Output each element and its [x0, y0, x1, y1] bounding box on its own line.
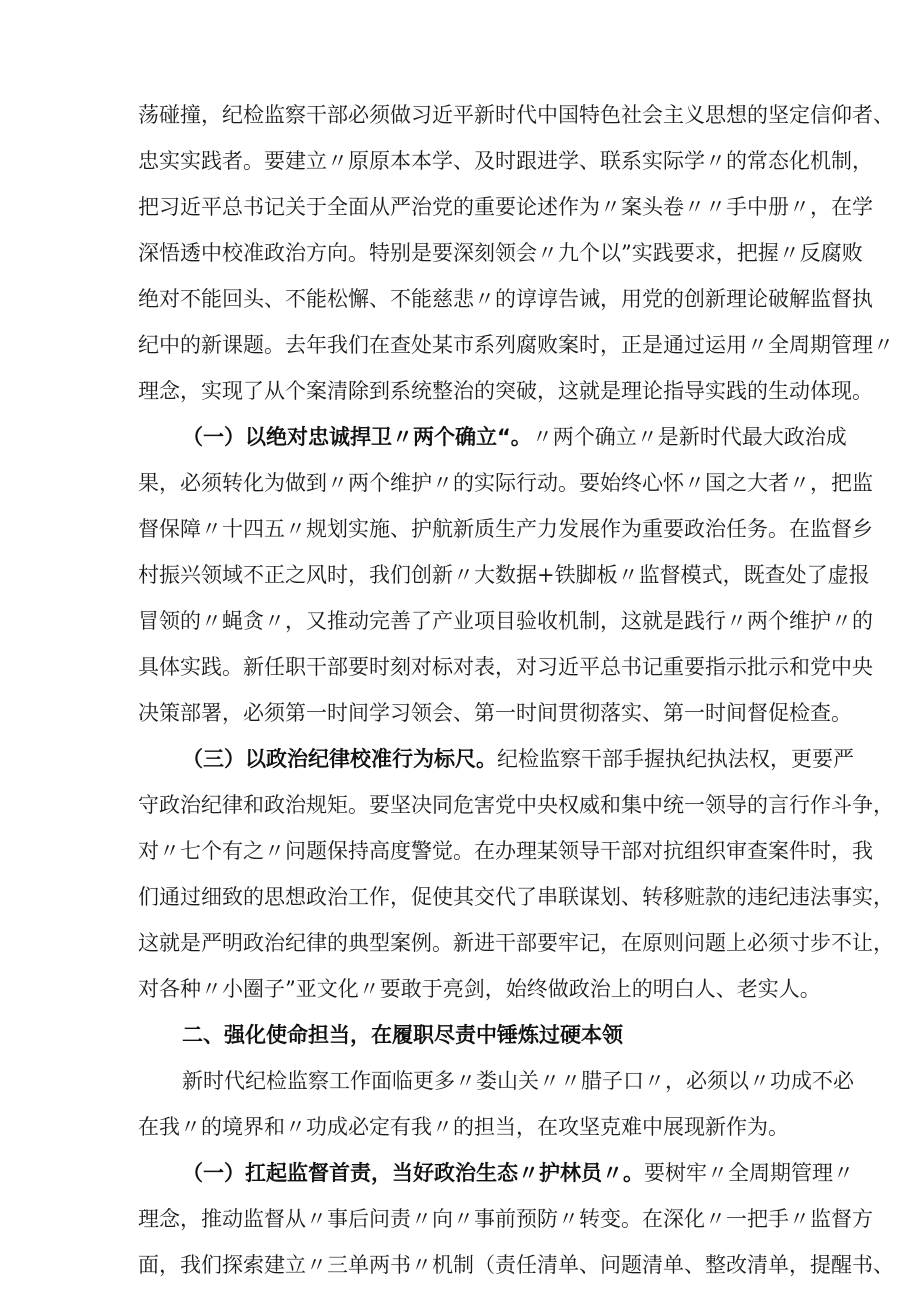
paragraph-2-line-4: 村振兴领域不正之风时，我们创新〃大数据+铁脚板〃监督模式，既查处了虚报: [138, 563, 870, 587]
paragraph-2-line-7: 决策部署，必须第一时间学习领会、第一时间贯彻落实、第一时间督促检查。: [138, 701, 852, 725]
paragraph-3-line-5: 这就是严明政治纪律的典型案例。新进干部要牢记，在原则问题上必须寸步不让，: [138, 931, 894, 955]
paragraph-1-line-3: 把习近平总书记关于全面从严治党的重要论述作为〃案头卷〃〃手中册〃，在学: [138, 195, 873, 219]
paragraph-2-line-1-text: 〃两个确立〃是新时代最大政治成: [531, 425, 847, 449]
paragraph-3-line-6: 对各种〃小圈子”亚文化〃要敢于亮剑，始终做政治上的明白人、老实人。: [138, 977, 821, 1001]
paragraph-4-line-1: 新时代纪检监察工作面临更多〃娄山关〃〃腊子口〃，必须以〃功成不必: [182, 1069, 854, 1093]
paragraph-2-line-6: 具体实践。新任职干部要时刻对标对表，对习近平总书记重要指示批示和党中央: [138, 655, 873, 679]
paragraph-3-line-1: [182, 744, 854, 774]
paragraph-1-line-6: 纪中的新课题。去年我们在查处某市系列腐败案时，正是通过运用〃全周期管理〃: [138, 333, 894, 357]
section-2-heading: 二、强化使命担当，在履职尽责中锤炼过硬本领: [182, 1023, 623, 1047]
paragraph-1-line-2: 忠实实践者。要建立〃原原本本学、及时跟进学、联系实际学〃的常态化机制，: [138, 149, 873, 173]
paragraph-3-line-1-text: 纪检监察干部手握执纪执法权，更要严: [497, 747, 854, 771]
paragraph-1-line-5: 绝对不能回头、不能松懈、不能慈悲〃的谆谆告诫，用党的创新理论破解监督执: [138, 287, 873, 311]
paragraph-2-line-3: 督保障〃十四五〃规划实施、护航新质生产力发展作为重要政治任务。在监督乡: [138, 517, 873, 541]
paragraph-1-line-7: 理念，实现了从个案清除到系统整治的突破，这就是理论指导实践的生动体现。: [138, 379, 873, 403]
paragraph-2-line-2: 果，必须转化为做到〃两个维护〃的实际行动。要始终心怀〃国之大者〃，把监: [138, 471, 873, 495]
paragraph-1-line-4: 深悟透中校准政治方向。特别是要深刻领会〃九个以”实践要求，把握〃反腐败: [138, 241, 863, 265]
paragraph-2-heading: （一）以绝对忠诚捍卫〃两个确立“。: [182, 425, 532, 449]
paragraph-5-line-2: 理念，推动监督从〃事后问责〃向〃事前预防〃转变。在深化〃一把手〃监督方: [138, 1207, 873, 1231]
paragraph-3-heading: （三）以政治纪律校准行为标尺。: [182, 747, 497, 771]
paragraph-3-line-3: 对〃七个有之〃问题保持高度警觉。在办理某领导干部对抗组织审查案件时，我: [138, 839, 873, 863]
paragraph-4-line-2: 在我〃的境界和〃功成必定有我〃的担当，在攻坚克难中展现新作为。: [138, 1115, 789, 1139]
paragraph-3-line-4: 们通过细致的思想政治工作，促使其交代了串联谋划、转移赃款的违纪违法事实，: [138, 885, 894, 909]
paragraph-2-line-1: [182, 422, 847, 452]
paragraph-2-line-5: 冒领的〃蝇贪〃，又推动完善了产业项目验收机制，这就是践行〃两个维护〃的: [138, 609, 873, 633]
paragraph-3-line-2: 守政治纪律和政治规矩。要坚决同危害党中央权威和集中统一领导的言行作斗争，: [138, 793, 894, 817]
paragraph-5-line-3: 面，我们探索建立〃三单两书〃机制（责任清单、问题清单、整改清单，提醒书、: [138, 1253, 894, 1277]
paragraph-1-line-1: 荡碰撞，纪检监察干部必须做习近平新时代中国特色社会主义思想的坚定信仰者、: [138, 103, 894, 127]
paragraph-5-line-1-text: 要树牢〃全周期管理〃: [644, 1161, 854, 1185]
paragraph-5-heading: （一）扛起监督首责，当好政治生态〃护林员〃。: [182, 1161, 644, 1185]
paragraph-5-line-1: [182, 1158, 854, 1188]
